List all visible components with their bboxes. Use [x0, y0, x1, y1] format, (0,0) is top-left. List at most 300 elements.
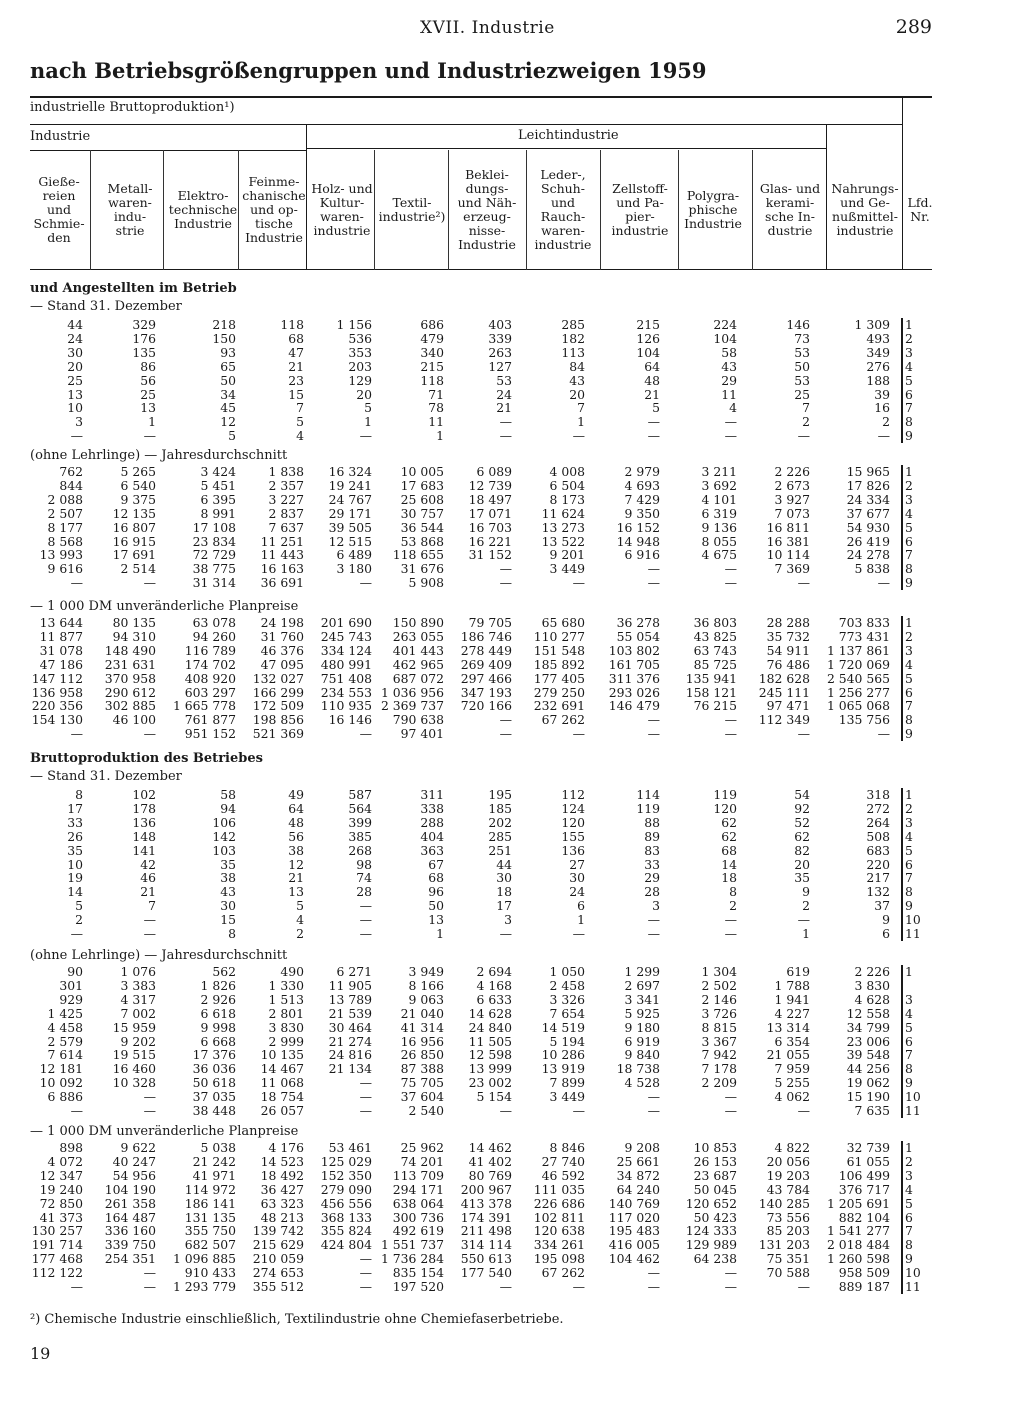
table-cell: 114 — [636, 788, 660, 802]
table-cell: 1 — [364, 415, 372, 430]
row-number-cell: 5 — [905, 373, 913, 388]
table-cell: 10 328 — [112, 1076, 156, 1091]
table-cell: 2 540 565 — [826, 671, 890, 686]
row-number-cell: 7 — [905, 1048, 913, 1063]
table-cell: 6 271 — [336, 965, 372, 979]
table-cell: 31 152 — [468, 548, 512, 563]
table-cell: 53 — [794, 373, 810, 388]
table-cell: — — [647, 1090, 660, 1105]
table-cell: 117 020 — [608, 1210, 660, 1225]
table-cell: — — [572, 1280, 585, 1294]
row-number-cell: 6 — [905, 387, 913, 402]
table-row — [30, 332, 931, 346]
table-cell: 42 — [140, 857, 156, 872]
table-cell: 36 278 — [616, 616, 660, 630]
table-cell: 2 226 — [854, 965, 890, 979]
table-cell: 16 163 — [260, 562, 304, 577]
table-cell: 29 — [644, 871, 660, 886]
table-cell: 493 — [866, 331, 890, 346]
table-cell: 3 449 — [549, 1090, 585, 1105]
table-cell: 2 540 — [408, 1104, 444, 1118]
table-cell: 6 089 — [476, 465, 512, 479]
table-cell: 9 063 — [408, 992, 444, 1007]
table-cell: 334 261 — [533, 1238, 585, 1253]
table-cell: 120 — [561, 815, 585, 830]
table-cell: 68 — [428, 871, 444, 886]
table-cell: 29 171 — [328, 506, 372, 521]
table-cell: 15 965 — [846, 465, 890, 479]
table-cell: 5 — [652, 401, 660, 416]
table-cell: 96 — [428, 885, 444, 900]
table-cell: 2 502 — [701, 978, 737, 993]
table-cell: 5 — [296, 899, 304, 914]
table-cell: 97 401 — [400, 727, 444, 742]
table-cell: — — [572, 429, 585, 444]
table-cell: — — [359, 727, 372, 742]
table-cell: 177 540 — [460, 1266, 512, 1281]
table-cell: 64 — [288, 801, 304, 816]
table-cell: 45 — [220, 401, 236, 416]
table-cell: 3 180 — [336, 562, 372, 577]
table-cell: 1 050 — [549, 965, 585, 979]
header-bottom-rule — [30, 269, 932, 270]
table-cell: 20 056 — [766, 1154, 810, 1169]
table-cell: 5 — [296, 415, 304, 430]
table-cell: 14 467 — [260, 1062, 304, 1077]
table-cell: 370 958 — [104, 671, 156, 686]
table-cell: 10 853 — [693, 1141, 737, 1155]
table-cell: 1 205 691 — [826, 1196, 890, 1211]
table-cell: 63 078 — [192, 616, 236, 630]
table-cell: 76 215 — [693, 699, 737, 714]
table-cell: 9 — [882, 913, 890, 928]
table-cell: 231 631 — [104, 657, 156, 672]
table-cell: 120 638 — [533, 1224, 585, 1239]
table-cell: — — [877, 576, 890, 591]
table-cell: 338 — [420, 801, 444, 816]
row-number-cell: 5 — [905, 671, 913, 686]
table-cell: 27 740 — [541, 1154, 585, 1169]
group-rule-left — [30, 150, 306, 151]
lfd-divider — [901, 318, 903, 443]
table-cell: 58 — [721, 345, 737, 360]
row-number-cell: 8 — [905, 885, 913, 900]
table-cell: 12 — [288, 857, 304, 872]
table-cell: 172 509 — [252, 699, 304, 714]
table-cell: 21 242 — [192, 1154, 236, 1169]
row-number-cell: 5 — [905, 1196, 913, 1211]
table-cell: 41 402 — [468, 1154, 512, 1169]
table-cell: 7 959 — [774, 1062, 810, 1077]
table-cell: 18 — [496, 885, 512, 900]
table-cell: 43 — [721, 359, 737, 374]
table-cell: 141 — [132, 843, 156, 858]
table-cell: 8 — [228, 927, 236, 941]
table-cell: 211 498 — [460, 1224, 512, 1239]
table-cell: 218 — [212, 318, 236, 332]
table-cell: 14 948 — [616, 534, 660, 549]
row-number-cell: 2 — [905, 629, 913, 644]
table-cell: 12 558 — [846, 1006, 890, 1021]
table-cell: 7 635 — [854, 1104, 890, 1118]
table-cell: — — [724, 1104, 737, 1118]
table-cell: 54 956 — [112, 1168, 156, 1183]
table-cell: 368 133 — [320, 1210, 372, 1225]
table-row — [30, 429, 931, 443]
header-divider — [678, 150, 679, 270]
table-cell: — — [143, 1090, 156, 1105]
table-cell: 13 789 — [328, 992, 372, 1007]
table-cell: 12 135 — [112, 506, 156, 521]
group-leichtindustrie: Leichtindustrie — [518, 128, 619, 143]
table-cell: 2 458 — [549, 978, 585, 993]
table-cell: 263 055 — [392, 629, 444, 644]
table-cell: 25 — [794, 387, 810, 402]
table-cell: 26 057 — [260, 1104, 304, 1118]
table-cell: 311 — [420, 788, 444, 802]
table-cell: 17 376 — [192, 1048, 236, 1063]
table-cell: 18 754 — [260, 1090, 304, 1105]
column-header: Holz- und Kultur- waren- industrie — [311, 181, 373, 238]
table-cell: 75 351 — [766, 1252, 810, 1267]
table-cell: 564 — [348, 801, 372, 816]
table-cell: 68 — [288, 331, 304, 346]
table-cell: 139 742 — [252, 1224, 304, 1239]
table-cell: 24 — [496, 387, 512, 402]
table-cell: 12 — [220, 415, 236, 430]
table-cell: 36 036 — [192, 1062, 236, 1077]
table-cell: 279 250 — [533, 685, 585, 700]
table-cell: 339 — [488, 331, 512, 346]
table-cell: 50 — [428, 899, 444, 914]
table-cell: 24 — [569, 885, 585, 900]
table-cell: 36 803 — [693, 616, 737, 630]
row-number-cell: 2 — [905, 801, 913, 816]
table-row — [30, 1238, 931, 1252]
table-cell: 34 — [220, 387, 236, 402]
table-cell: — — [359, 1266, 372, 1281]
table-cell: 30 464 — [328, 1020, 372, 1035]
table-cell: 234 553 — [320, 685, 372, 700]
table-cell: 11 — [721, 387, 737, 402]
column-header: Leder-, Schuh- und Rauch- waren- industrie — [534, 167, 592, 252]
row-number-cell: 6 — [905, 1034, 913, 1049]
table-cell: — — [647, 415, 660, 430]
table-cell: 6 354 — [774, 1034, 810, 1049]
table-cell: 85 203 — [766, 1224, 810, 1239]
table-cell: 619 — [786, 965, 810, 979]
section-subtitle: — Stand 31. Dezember — [30, 299, 182, 314]
table-cell: 90 — [67, 965, 83, 979]
table-cell: 16 221 — [468, 534, 512, 549]
table-cell: 1 941 — [774, 992, 810, 1007]
table-row — [30, 346, 931, 360]
table-cell: — — [724, 429, 737, 444]
table-cell: 261 358 — [104, 1196, 156, 1211]
table-cell: 6 395 — [200, 492, 236, 507]
table-cell: 1 309 — [854, 318, 890, 332]
table-cell: 6 — [577, 899, 585, 914]
table-cell: 14 628 — [468, 1006, 512, 1021]
table-cell: 11 905 — [328, 978, 372, 993]
table-cell: 3 692 — [701, 478, 737, 493]
table-cell: 334 124 — [320, 643, 372, 658]
table-cell: 220 356 — [31, 699, 83, 714]
table-cell: 182 — [561, 331, 585, 346]
table-cell: 30 — [67, 345, 83, 360]
table-cell: 94 310 — [112, 629, 156, 644]
table-cell: 82 — [794, 843, 810, 858]
table-cell: 15 — [288, 387, 304, 402]
table-cell: 94 — [220, 801, 236, 816]
table-cell: — — [724, 713, 737, 728]
table-cell: 290 612 — [104, 685, 156, 700]
table-cell: 24 767 — [328, 492, 372, 507]
table-cell: — — [70, 1104, 83, 1118]
table-cell: 6 319 — [701, 506, 737, 521]
table-row — [30, 576, 931, 590]
table-cell: 158 121 — [685, 685, 737, 700]
table-cell: 5 265 — [120, 465, 156, 479]
table-cell: 215 629 — [252, 1238, 304, 1253]
table-cell: 112 — [561, 788, 585, 802]
row-number-cell: 9 — [905, 429, 913, 444]
table-cell: 1 076 — [120, 965, 156, 979]
table-cell: 15 — [220, 913, 236, 928]
table-cell: 4 675 — [701, 548, 737, 563]
table-cell: 131 135 — [184, 1210, 236, 1225]
table-cell: 33 — [67, 815, 83, 830]
table-cell: 70 588 — [766, 1266, 810, 1281]
table-row — [30, 913, 931, 927]
table-cell: 28 288 — [766, 616, 810, 630]
table-cell: 293 026 — [608, 685, 660, 700]
table-cell: 3 424 — [200, 465, 236, 479]
table-cell: 62 — [721, 829, 737, 844]
table-cell: 30 757 — [400, 506, 444, 521]
table-cell: 7 899 — [549, 1076, 585, 1091]
table-cell: 135 756 — [838, 713, 890, 728]
table-cell: 52 — [794, 815, 810, 830]
table-cell: 6 633 — [476, 992, 512, 1007]
row-number-cell: 3 — [905, 992, 913, 1007]
table-cell: 185 — [488, 801, 512, 816]
table-cell: 38 — [288, 843, 304, 858]
table-cell: 7 — [296, 401, 304, 416]
table-row — [30, 1048, 931, 1062]
table-cell: 1 — [436, 927, 444, 941]
table-row — [30, 479, 931, 493]
table-cell: 1 665 778 — [172, 699, 236, 714]
table-cell: 4 101 — [701, 492, 737, 507]
table-cell: 104 — [636, 345, 660, 360]
table-cell: 13 314 — [766, 1020, 810, 1035]
table-cell: 2 801 — [268, 1006, 304, 1021]
table-cell: 7 637 — [268, 520, 304, 535]
table-cell: 889 187 — [838, 1280, 890, 1294]
table-cell: 300 736 — [392, 1210, 444, 1225]
row-number-cell: 9 — [905, 1076, 913, 1091]
table-cell: — — [70, 727, 83, 742]
table-cell: 56 — [140, 373, 156, 388]
table-cell: 48 213 — [260, 1210, 304, 1225]
table-cell: 2 694 — [476, 965, 512, 979]
table-cell: 15 959 — [112, 1020, 156, 1035]
table-cell: 329 — [132, 318, 156, 332]
table-cell: 8 846 — [549, 1141, 585, 1155]
table-cell: 36 427 — [260, 1182, 304, 1197]
table-cell: 37 — [874, 899, 890, 914]
table-cell: 2 — [296, 927, 304, 941]
table-cell: 67 262 — [541, 1266, 585, 1281]
table-cell: 140 769 — [608, 1196, 660, 1211]
table-cell: 64 238 — [693, 1252, 737, 1267]
column-header: Metall- waren- indu- strie — [107, 181, 153, 238]
table-cell: 1 256 277 — [826, 685, 890, 700]
table-cell: 136 — [561, 843, 585, 858]
table-row — [30, 630, 931, 644]
table-cell: — — [143, 1280, 156, 1294]
row-number-cell: 1 — [905, 465, 913, 479]
table-cell: 118 655 — [392, 548, 444, 563]
table-cell: 106 — [212, 815, 236, 830]
table-cell: 11 251 — [260, 534, 304, 549]
table-cell: 7 369 — [774, 562, 810, 577]
table-cell: — — [143, 727, 156, 742]
table-row — [30, 1104, 931, 1118]
page-title: nach Betriebsgrößengruppen und Industriezweigen 1959 — [30, 58, 707, 83]
table-cell: — — [359, 1090, 372, 1105]
table-cell: 24 — [67, 331, 83, 346]
row-number-cell: 4 — [905, 359, 913, 374]
top-label-rule — [30, 124, 902, 125]
table-cell: 54 930 — [846, 520, 890, 535]
table-cell: 16 915 — [112, 534, 156, 549]
table-cell: 8 173 — [549, 492, 585, 507]
table-cell: 80 769 — [468, 1168, 512, 1183]
table-cell: 50 — [794, 359, 810, 374]
table-cell: 87 388 — [400, 1062, 444, 1077]
table-cell: 11 068 — [260, 1076, 304, 1091]
table-cell: 92 — [794, 801, 810, 816]
table-cell: 119 — [713, 788, 737, 802]
table-cell: 355 512 — [252, 1280, 304, 1294]
table-cell: — — [359, 899, 372, 914]
row-number-cell: 3 — [905, 1168, 913, 1183]
table-cell: 1 137 861 — [826, 643, 890, 658]
table-cell: — — [143, 927, 156, 941]
table-cell: 6 919 — [624, 1034, 660, 1049]
table-cell: 20 — [67, 359, 83, 374]
table-cell: 94 260 — [192, 629, 236, 644]
table-cell: 6 886 — [47, 1090, 83, 1105]
table-cell: 2 999 — [268, 1034, 304, 1049]
table-cell: 683 — [866, 843, 890, 858]
table-cell: 39 — [874, 387, 890, 402]
row-number-cell: 1 — [905, 318, 913, 332]
table-cell: — — [499, 713, 512, 728]
table-cell: 19 203 — [766, 1168, 810, 1183]
table-cell: — — [647, 927, 660, 941]
row-number-cell: 9 — [905, 1252, 913, 1267]
table-cell: 1 513 — [268, 992, 304, 1007]
row-number-cell: 7 — [905, 548, 913, 563]
table-cell: 98 — [356, 857, 372, 872]
table-cell: 5 038 — [200, 1141, 236, 1155]
table-cell: 25 608 — [400, 492, 444, 507]
row-number-cell: 8 — [905, 415, 913, 430]
table-cell: 21 — [288, 871, 304, 886]
row-number-cell: 4 — [905, 506, 913, 521]
table-cell: 73 — [794, 331, 810, 346]
table-cell: 2 673 — [774, 478, 810, 493]
table-cell: 21 — [288, 359, 304, 374]
table-cell: 18 738 — [616, 1062, 660, 1077]
table-cell: 4 458 — [47, 1020, 83, 1035]
table-cell: 126 — [636, 331, 660, 346]
table-cell: 191 714 — [31, 1238, 83, 1253]
row-number-cell: 7 — [905, 1224, 913, 1239]
table-cell: 217 — [866, 871, 890, 886]
table-cell: 340 — [420, 345, 444, 360]
table-cell: 63 323 — [260, 1196, 304, 1211]
table-cell: 110 935 — [320, 699, 372, 714]
table-row — [30, 993, 931, 1007]
table-cell: 124 — [561, 801, 585, 816]
table-cell: 112 122 — [31, 1266, 83, 1281]
table-cell: 14 519 — [541, 1020, 585, 1035]
table-cell: 89 — [644, 829, 660, 844]
table-cell: 6 916 — [624, 548, 660, 563]
table-cell: 2 — [882, 415, 890, 430]
table-row — [30, 535, 931, 549]
column-header: Lfd. Nr. — [907, 195, 933, 224]
table-cell: 4 072 — [47, 1154, 83, 1169]
table-cell: — — [797, 429, 810, 444]
table-cell: 17 — [496, 899, 512, 914]
table-cell: 215 — [636, 318, 660, 332]
table-row — [30, 686, 931, 700]
table-cell: 16 807 — [112, 520, 156, 535]
row-number-cell: 4 — [905, 829, 913, 844]
table-cell: 2 926 — [200, 992, 236, 1007]
table-cell: 1 826 — [200, 978, 236, 993]
table-cell: 13 993 — [39, 548, 83, 563]
table-cell: 751 408 — [320, 671, 372, 686]
table-cell: 6 618 — [200, 1006, 236, 1021]
table-cell: 84 — [569, 359, 585, 374]
table-cell: 492 619 — [392, 1224, 444, 1239]
table-row — [30, 318, 931, 332]
table-cell: 232 691 — [533, 699, 585, 714]
table-cell: 210 059 — [252, 1252, 304, 1267]
data-table — [30, 965, 931, 1118]
table-cell: 136 958 — [31, 685, 83, 700]
table-cell: 9 375 — [120, 492, 156, 507]
table-cell: 1 — [148, 415, 156, 430]
table-cell: 353 — [348, 345, 372, 360]
table-cell: 62 — [721, 815, 737, 830]
table-cell: 46 — [140, 871, 156, 886]
table-cell: 215 — [420, 359, 444, 374]
table-row — [30, 1076, 931, 1090]
table-cell: 1 — [436, 429, 444, 444]
table-cell: — — [359, 1280, 372, 1294]
group-industrie: Industrie — [30, 129, 91, 144]
table-cell: 88 — [644, 815, 660, 830]
table-row — [30, 644, 931, 658]
section-subtitle: (ohne Lehrlinge) — Jahresdurchschnitt — [30, 448, 288, 463]
